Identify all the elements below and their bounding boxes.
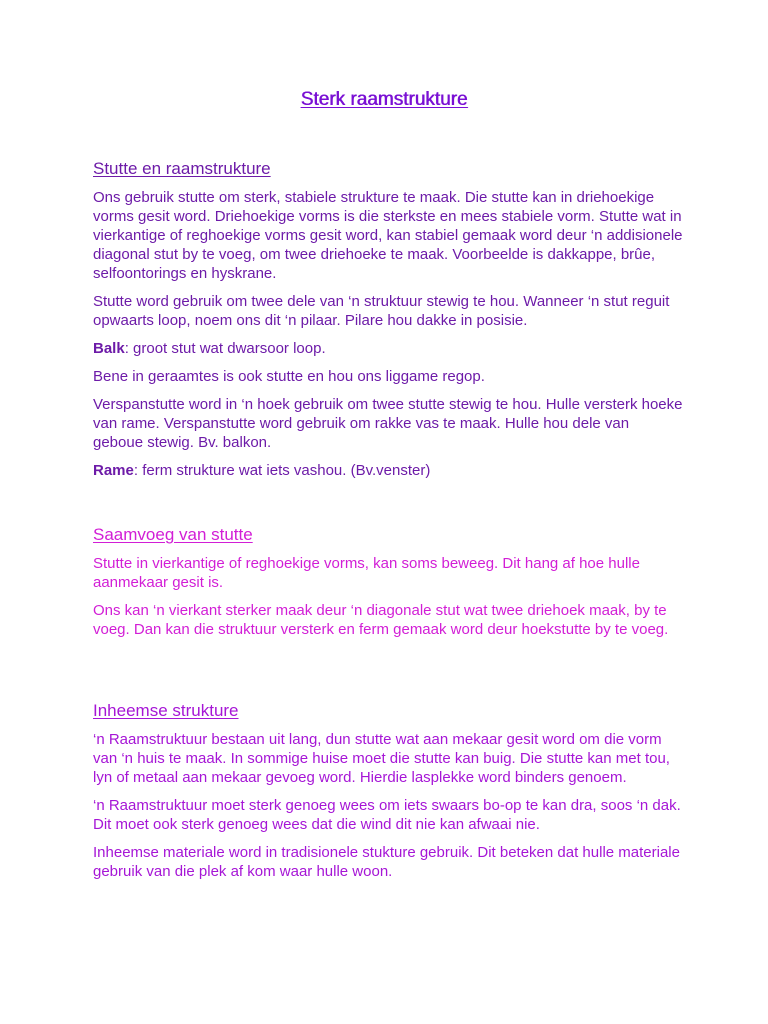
section-heading: Saamvoeg van stutte	[93, 525, 253, 544]
paragraph	[93, 601, 683, 639]
document-title: Sterk raamstrukture	[300, 89, 468, 110]
section-saamvoeg-van-stutte	[93, 525, 683, 648]
paragraph-text: Bene in geraamtes is ook stutte en hou ons liggame regop.	[93, 368, 485, 385]
paragraph-text: ‘n Raamstruktuur moet sterk genoeg wees om iets swaars bo-op te kan dra, soos ‘n dak. Dit moet ook sterk genoeg wees dat die wind dit nie kan afwaai nie.	[93, 797, 681, 833]
section-heading: Inheemse strukture	[93, 701, 239, 720]
section-inheemse-strukture	[93, 701, 683, 890]
definition-term: Rame	[93, 462, 134, 479]
paragraph-text: ‘n Raamstruktuur bestaan uit lang, dun stutte wat aan mekaar gesit word om die vorm van ‘n huis te maak. In sommige huise moet die stutte kan buig. Die stutte kan met tou, lyn of metaal aan mekaar gevoeg word. Hierdie lasplekke word binders genoem.	[93, 731, 670, 786]
paragraph	[93, 292, 683, 330]
paragraph	[93, 367, 683, 386]
section-stutte-en-raamstrukture	[93, 159, 683, 489]
paragraph-text: Stutte in vierkantige of reghoekige vorms, kan soms beweeg. Dit hang af hoe hulle aanmekaar gesit is.	[93, 555, 640, 591]
definition-term: Balk	[93, 340, 125, 357]
paragraph	[93, 730, 683, 787]
section-heading: Stutte en raamstrukture	[93, 159, 271, 178]
definition-rame	[93, 461, 683, 480]
paragraph-text: Verspanstutte word in ‘n hoek gebruik om twee stutte stewig te hou. Hulle versterk hoeke van rame. Verspanstutte word gebruik om rakke vas te maak. Hulle hou dele van geboue stewig. Bv. balkon.	[93, 396, 683, 451]
paragraph	[93, 796, 683, 834]
definition-text: : groot stut wat dwarsoor loop.	[124, 340, 326, 357]
paragraph	[93, 843, 683, 881]
paragraph-text: Stutte word gebruik om twee dele van ‘n struktuur stewig te hou. Wanneer ‘n stut reguit opwaarts loop, noem ons dit ‘n pilaar. Pilare hou dakke in posisie.	[93, 293, 670, 329]
paragraph-text: Inheemse materiale word in tradisionele stukture gebruik. Dit beteken dat hulle materiale gebruik van die plek af kom waar hulle woon.	[93, 844, 680, 880]
paragraph	[93, 554, 683, 592]
paragraph-text: Ons gebruik stutte om sterk, stabiele strukture te maak. Die stutte kan in driehoekige vorms gesit word. Driehoekige vorms is die sterkste en mees stabiele vorm. Stutte wat in vierkantige of reghoekige vorms gesit word, kan stabiel gemaak word deur ‘n addisionele diagonal stut by te voeg, om twee driehoeke te maak. Voorbeelde is dakkappe, brûe, selfoontorings en hyskrane.	[93, 189, 683, 282]
definition-text: : ferm strukture wat iets vashou. (Bv.venster)	[133, 462, 431, 479]
paragraph-text: Ons kan ‘n vierkant sterker maak deur ‘n diagonale stut wat twee driehoek maak, by te voeg. Dan kan die struktuur versterk en ferm gemaak word deur hoekstutte by te voeg.	[93, 602, 669, 638]
definition-balk	[93, 339, 683, 358]
paragraph	[93, 188, 683, 283]
paragraph	[93, 395, 683, 452]
